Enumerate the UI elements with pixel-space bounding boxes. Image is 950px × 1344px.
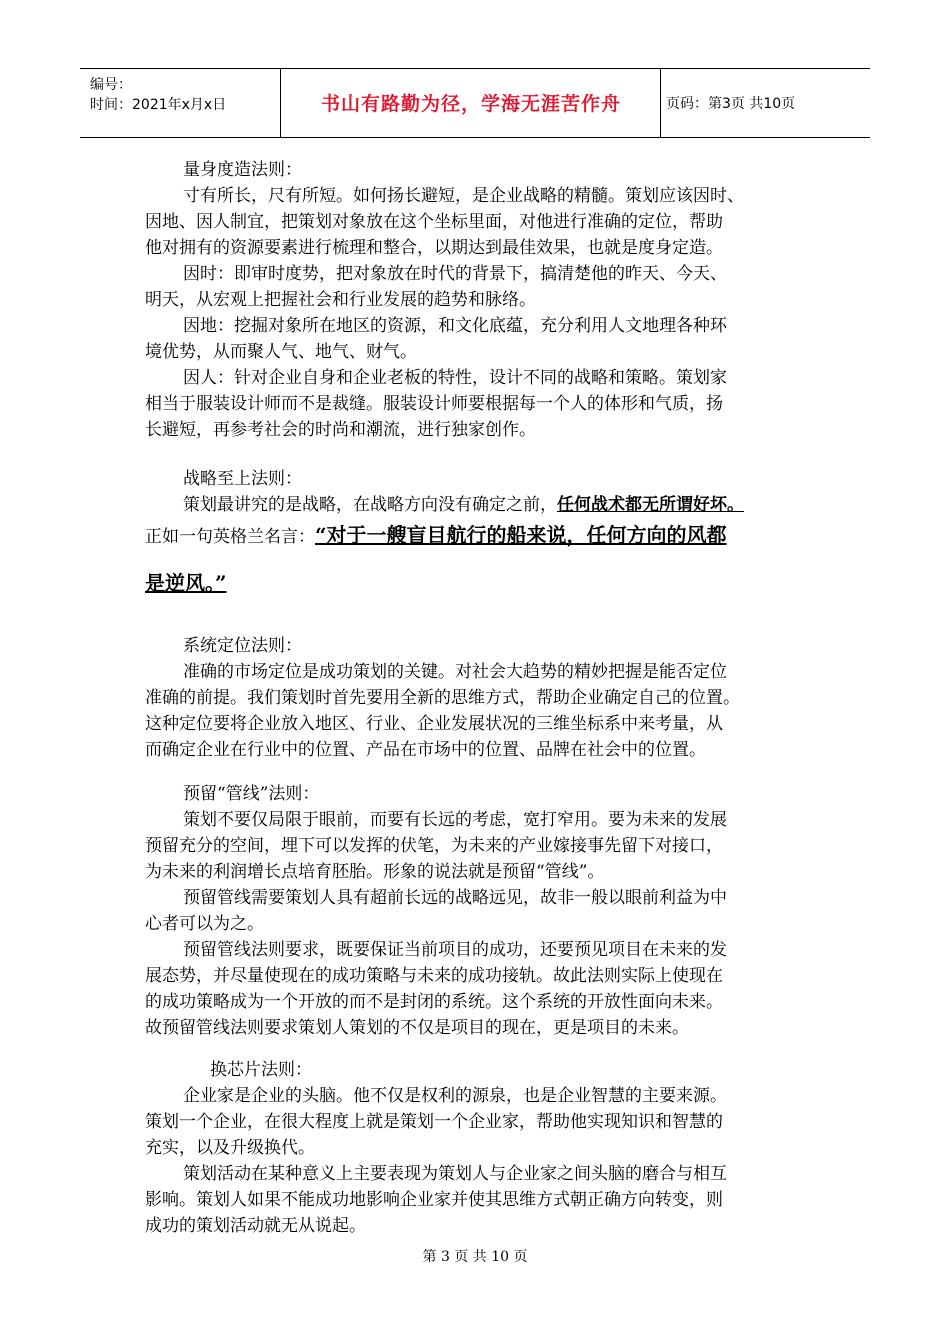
- paragraph-line: 准确的市场定位是成功策划的关键。对社会大趋势的精妙把握是能否定位: [183, 662, 727, 682]
- paragraph-line: 策划一个企业，在很大程度上就是策划一个企业家，帮助他实现知识和智慧的: [145, 1112, 723, 1132]
- paragraph-line: 成功的策划活动就无从说起。: [145, 1216, 366, 1236]
- header-date: 时间：2021年x月x日: [90, 97, 227, 113]
- paragraph-line: 为未来的利润增长点培育胚胎。形象的说法就是预留“管线”。: [145, 862, 605, 882]
- header-divider: [660, 69, 661, 137]
- paragraph-line: 预留管线需要策划人具有超前长远的战略远见，故非一般以眼前利益为中: [183, 888, 727, 908]
- paragraph-line: 长避短，再参考社会的时尚和潮流，进行独家创作。: [145, 420, 536, 440]
- page-header: [80, 68, 870, 138]
- paragraph-line: 这种定位要将企业放入地区、行业、企业发展状况的三维坐标系中来考量，从: [145, 714, 723, 734]
- paragraph-line: 的成功策略成为一个开放的而不是封闭的系统。这个系统的开放性面向未来。: [145, 992, 723, 1012]
- paragraph-line: 故预留管线法则要求策划人策划的不仅是项目的现在，更是项目的未来。: [145, 1018, 689, 1038]
- paragraph-line: 境优势，从而聚人气、地气、财气。: [145, 342, 417, 362]
- paragraph-line: 预留管线法则要求，既要保证当前项目的成功，还要预见项目在未来的发: [183, 940, 727, 960]
- section-heading: 量身度造法则：: [183, 160, 302, 180]
- header-number-label: 编号：: [90, 77, 132, 93]
- paragraph-line: 充实，以及升级换代。: [145, 1138, 315, 1158]
- page-footer: 第 3 页 共 10 页: [422, 1249, 528, 1265]
- paragraph-line: [183, 493, 744, 517]
- paragraph-line: 因地、因人制宜，把策划对象放在这个坐标里面，对他进行准确的定位，帮助: [145, 212, 723, 232]
- quote-text: “对于一艘盲目航行的船来说，任何方向的风都: [315, 523, 727, 547]
- header-divider: [280, 69, 281, 137]
- paragraph-line: 而确定企业在行业中的位置、产品在市场中的位置、品牌在社会中的位置。: [145, 740, 706, 760]
- header-motto: 书山有路勤为径，学海无涯苦作舟: [320, 93, 621, 115]
- paragraph-line: 寸有所长，尺有所短。如何扬长避短，是企业战略的精髓。策划应该因时、: [183, 186, 744, 206]
- section-heading: 预留“管线”法则：: [183, 784, 320, 804]
- paragraph-line: 因地：挖掘对象所在地区的资源，和文化底蕴，充分利用人文地理各种环: [183, 316, 727, 336]
- quote-text: 是逆风。”: [145, 571, 227, 595]
- quote-line: [145, 523, 727, 549]
- section-heading: 战略至上法则：: [183, 469, 302, 489]
- paragraph-line: 展态势，并尽量使现在的成功策略与未来的成功接轨。故此法则实际上使现在: [145, 966, 723, 986]
- paragraph-text: 策划最讲究的是战略，在战略方向没有确定之前，: [183, 495, 557, 515]
- quote-line: [145, 571, 227, 597]
- paragraph-line: 明天，从宏观上把握社会和行业发展的趋势和脉络。: [145, 290, 536, 310]
- paragraph-line: 相当于服装设计师而不是裁缝。服装设计师要根据每一个人的体形和气质，扬: [145, 394, 723, 414]
- paragraph-line: 企业家是企业的头脑。他不仅是权利的源泉，也是企业智慧的主要来源。: [183, 1086, 727, 1106]
- paragraph-line: 策划不要仅局限于眼前，而要有长远的考虑，宽打窄用。要为未来的发展: [183, 810, 727, 830]
- section-heading: 系统定位法则：: [183, 636, 302, 656]
- header-meta: [90, 75, 280, 115]
- paragraph-line: 心者可以为之。: [145, 914, 264, 934]
- paragraph-text: 正如一句英格兰名言：: [145, 527, 315, 547]
- paragraph-line: 准确的前提。我们策划时首先要用全新的思维方式，帮助企业确定自己的位置。: [145, 688, 740, 708]
- paragraph-line: 因时：即审时度势，把对象放在时代的背景下，搞清楚他的昨天、今天、: [183, 264, 727, 284]
- section-heading: 换芯片法则：: [210, 1060, 312, 1080]
- emphasis-text: 任何战术都无所谓好坏。: [557, 495, 744, 515]
- header-page-info: 页码：第3页 共10页: [666, 96, 796, 112]
- paragraph-line: 预留充分的空间，埋下可以发挥的伏笔，为未来的产业嫁接事先留下对接口，: [145, 836, 723, 856]
- paragraph-line: 他对拥有的资源要素进行梳理和整合，以期达到最佳效果，也就是度身定造。: [145, 238, 723, 258]
- paragraph-line: 因人：针对企业自身和企业老板的特性，设计不同的战略和策略。策划家: [183, 368, 727, 388]
- paragraph-line: 策划活动在某种意义上主要表现为策划人与企业家之间头脑的磨合与相互: [183, 1164, 727, 1184]
- paragraph-line: 影响。策划人如果不能成功地影响企业家并使其思维方式朝正确方向转变，则: [145, 1190, 723, 1210]
